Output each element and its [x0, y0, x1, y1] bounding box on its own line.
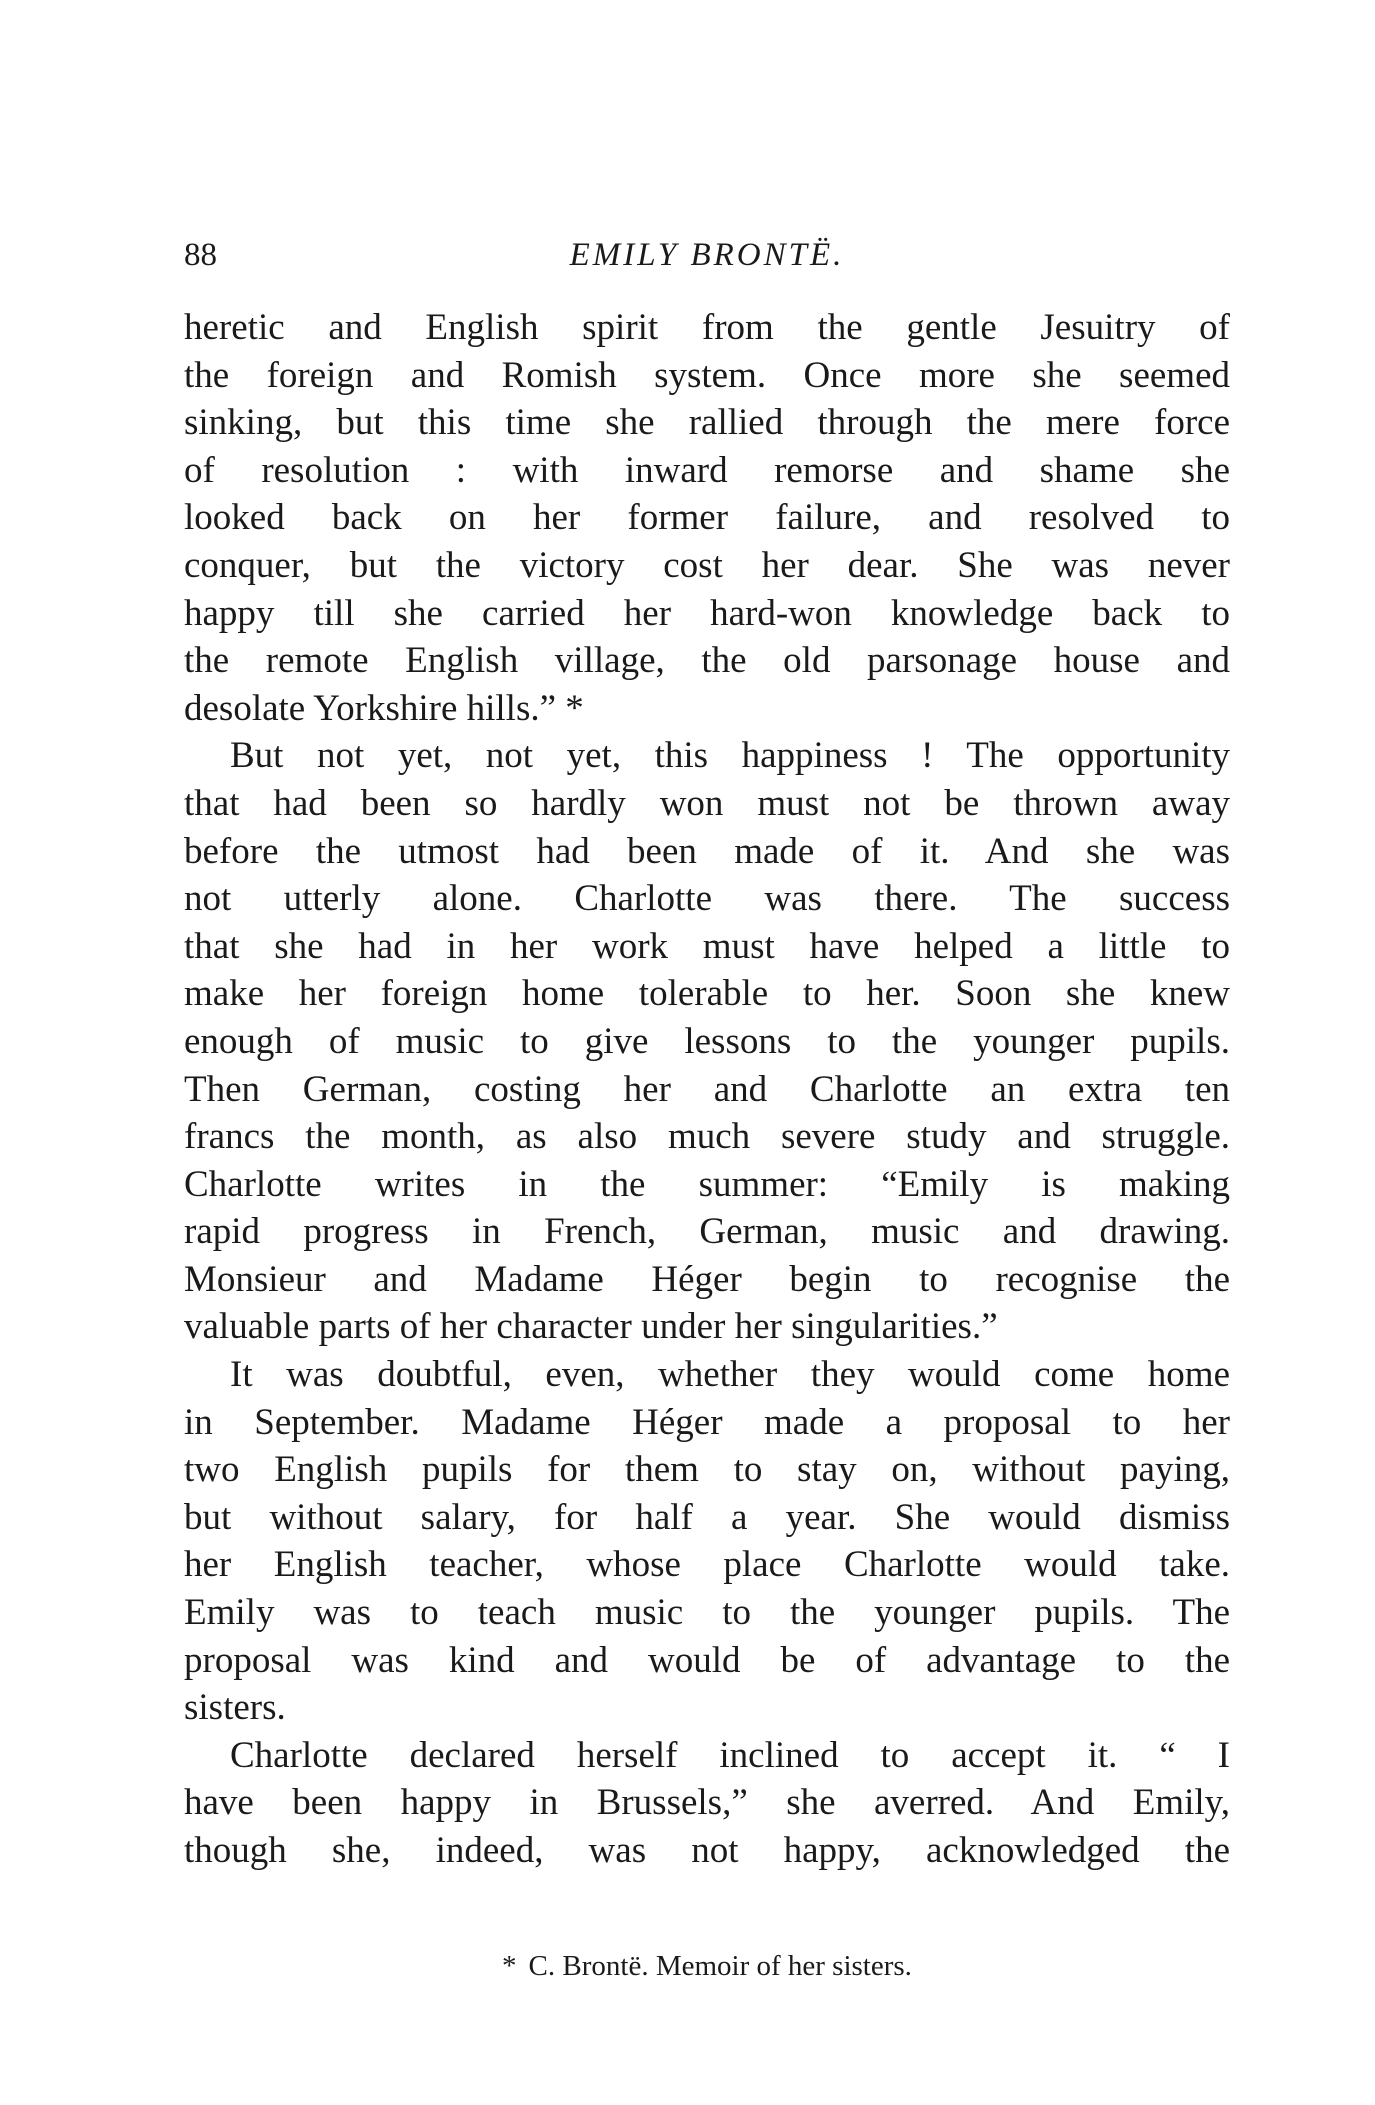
paragraph [184, 732, 1230, 1351]
text-line: valuable parts of her character under her singularities.” [184, 1306, 998, 1348]
footnote-text: C. Brontë. Memoir of her sisters. [528, 1950, 912, 1982]
text-line: make her foreign home tolerable to her. Soon she knew [184, 973, 1230, 1015]
text-line: but without salary, for half a year. She would dismiss [184, 1496, 1230, 1538]
text-line: desolate Yorkshire hills.” * [184, 687, 584, 729]
text-line: proposal was kind and would be of advantage to the [184, 1639, 1230, 1681]
text-line: But not yet, not yet, this happiness ! The opportunity [230, 735, 1230, 777]
text-line: though she, indeed, was not happy, acknowledged the [184, 1830, 1230, 1871]
text-line: that had been so hardly won must not be thrown away [184, 782, 1230, 824]
text-line: have been happy in Brussels,” she averred. And Emily, [184, 1782, 1230, 1824]
text-line: before the utmost had been made of it. And she was [184, 830, 1230, 872]
text-line: heretic and English spirit from the gentle Jesuitry of [184, 307, 1230, 348]
text-line: that she had in her work must have helped a little to [184, 925, 1230, 967]
text-line: of resolution : with inward remorse and shame she [184, 449, 1230, 491]
text-line: her English teacher, whose place Charlotte would take. [184, 1544, 1230, 1586]
running-head [184, 230, 1230, 280]
text-line: looked back on her former failure, and resolved to [184, 497, 1230, 539]
text-line: It was doubtful, even, whether they would come home [230, 1354, 1230, 1396]
text-line: sinking, but this time she rallied through the mere force [184, 402, 1230, 444]
page-number: 88 [184, 237, 217, 273]
text-line: Charlotte writes in the summer: “Emily is making [184, 1163, 1230, 1205]
text-line: rapid progress in French, German, music and drawing. [184, 1211, 1230, 1253]
text-line: Monsieur and Madame Héger begin to recognise the [184, 1258, 1230, 1300]
paragraph [184, 1732, 1230, 1875]
body-text [184, 304, 1230, 1875]
footnote [184, 1946, 1230, 1986]
text-line: Emily was to teach music to the younger pupils. The [184, 1592, 1230, 1634]
text-line: in September. Madame Héger made a proposal to her [184, 1401, 1230, 1443]
paragraph [184, 304, 1230, 732]
text-line: enough of music to give lessons to the younger pupils. [184, 1020, 1230, 1062]
text-line: Charlotte declared herself inclined to accept it. “ I [230, 1734, 1230, 1776]
paragraph [184, 1351, 1230, 1732]
text-line: two English pupils for them to stay on, without paying, [184, 1449, 1230, 1491]
text-line: francs the month, as also much severe study and struggle. [184, 1116, 1230, 1158]
footnote-marker: * [502, 1950, 517, 1982]
running-head-title: EMILY BRONTË. [569, 237, 845, 273]
text-line: happy till she carried her hard-won knowledge back to [184, 592, 1230, 634]
text-line: Then German, costing her and Charlotte an extra ten [184, 1068, 1230, 1110]
text-line: sisters. [184, 1687, 286, 1729]
text-line: conquer, but the victory cost her dear. She was never [184, 544, 1230, 586]
text-line: the remote English village, the old parsonage house and [184, 640, 1230, 682]
text-line: not utterly alone. Charlotte was there. The success [184, 878, 1230, 920]
text-line: the foreign and Romish system. Once more she seemed [184, 354, 1230, 396]
